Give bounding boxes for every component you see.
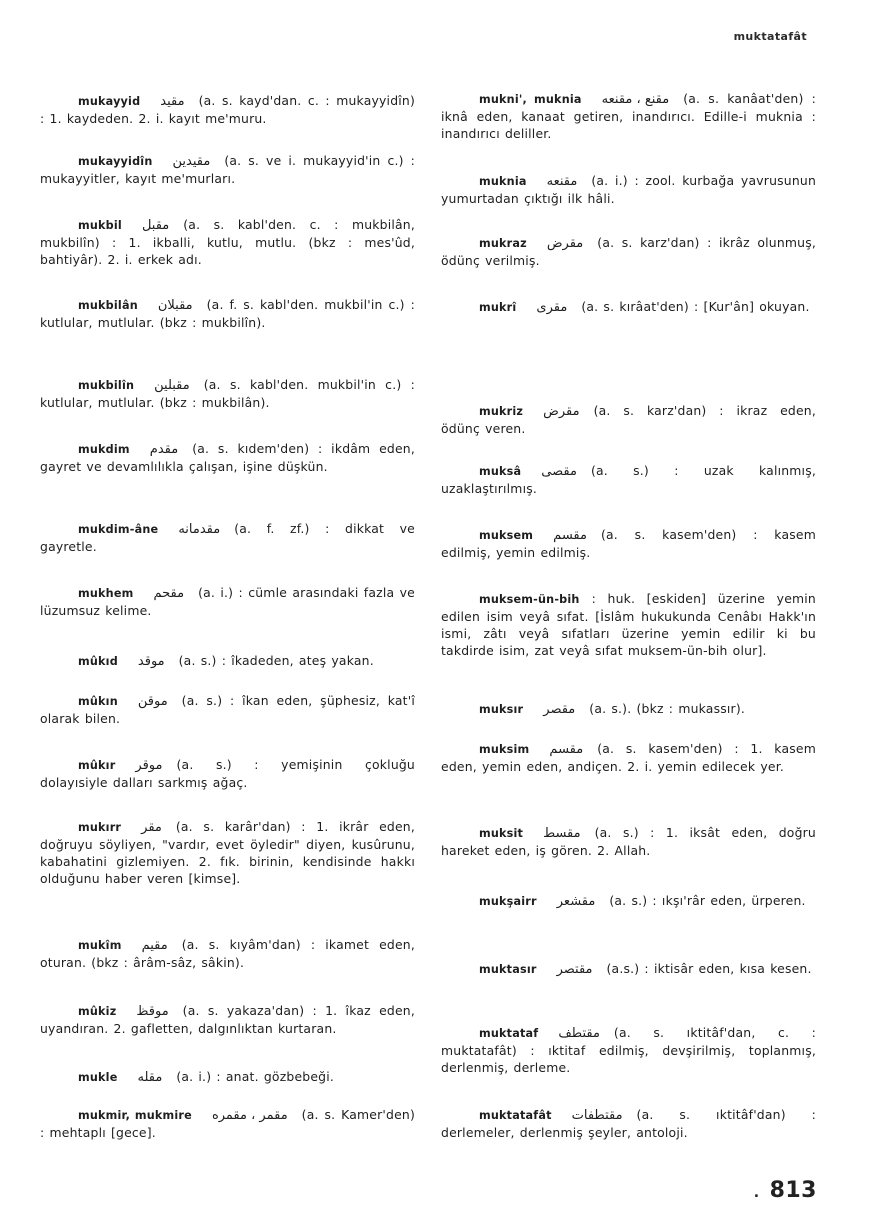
- entry-headword: mukhem: [78, 587, 134, 600]
- entry-headword: mukni', muknia: [479, 93, 582, 106]
- entry-headword: mukdim-âne: [78, 523, 159, 536]
- entry-definition: (a. s. kasem'den) : kasem edilmiş, yemin edilmiş.: [441, 527, 816, 560]
- entry-definition: (a. s. kanâat'den) : iknâ eden, kanaat getiren, inandırıcı. Edille-i muknia : inandırıcı deliller.: [441, 91, 816, 141]
- dictionary-entry: [441, 90, 816, 142]
- entry-definition: (a. s.). (bkz : mukassır).: [589, 701, 746, 716]
- entry-arabic-script: مقمر ، مقمره: [211, 1108, 288, 1123]
- entry-headword: muksâ: [479, 465, 522, 478]
- entry-headword: mukîm: [78, 939, 122, 952]
- dictionary-entry: [40, 92, 415, 127]
- dictionary-entry: [441, 402, 816, 437]
- entry-definition: (a. s. karz'dan) : ikraz eden, ödünç veren.: [441, 403, 816, 436]
- dictionary-entry: [40, 440, 415, 475]
- entry-arabic-script: مقدم: [149, 442, 179, 457]
- entry-definition: (a. s. ıktitâf'dan, c. : muktatafât) : ıktitaf edilmiş, devşirilmiş, toplanmış, derlenmiş, derleme.: [441, 1025, 816, 1075]
- entry-headword: mukrî: [479, 301, 517, 314]
- entry-headword: mûkiz: [78, 1005, 117, 1018]
- entry-definition: (a. s. karâr'dan) : 1. ikrâr eden, doğruyu söyliyen, "vardır, evet öyledir" diyen, kusûrunu, kabahatini gizlemiyen. 2. fık. birinin, kendisinde hakkı olduğunu haber veren [kimse].: [40, 819, 415, 886]
- entry-definition: (a. s.) : yemişinin çokluğu dolayısiyle dalları sarkmış ağaç.: [40, 757, 415, 790]
- entry-arabic-script: مقيم: [141, 938, 168, 953]
- entry-arabic-script: موقظ: [136, 1004, 169, 1019]
- entry-headword: mûkır: [78, 759, 116, 772]
- dictionary-entry: [441, 234, 816, 269]
- dictionary-entry: [40, 756, 415, 791]
- entry-definition: (a. i.) : zool. kurbağa yavrusunun yumurtadan çıktığı ilk hâli.: [441, 173, 816, 206]
- entry-definition: (a. s. Kamer'den) : mehtaplı [gece].: [40, 1107, 415, 1140]
- entry-arabic-script: مقيد: [160, 94, 185, 109]
- entry-arabic-script: مقنع ، مقنعه: [601, 92, 670, 107]
- dictionary-entry: [441, 462, 816, 497]
- entry-arabic-script: مقرض: [546, 236, 584, 251]
- entry-definition: (a. s. karz'dan) : ikrâz olunmuş, ödünç verilmiş.: [441, 235, 816, 268]
- entry-headword: mukşairr: [479, 895, 537, 908]
- entry-arabic-script: موقن: [137, 694, 168, 709]
- entry-headword: muksim: [479, 743, 530, 756]
- entry-definition: (a. s.) : îkan eden, şüphesiz, kat'î olarak bilen.: [40, 693, 415, 726]
- dictionary-entry: [441, 1024, 816, 1076]
- entry-arabic-script: مقبلان: [157, 298, 193, 313]
- dictionary-entry: [40, 376, 415, 411]
- entry-headword: muknia: [479, 175, 527, 188]
- dictionary-entry: [40, 1106, 415, 1141]
- entry-definition: (a. s. yakaza'dan) : 1. îkaz eden, uyandıran. 2. gafletten, dalgınlıktan kurtaran.: [40, 1003, 415, 1036]
- entry-arabic-script: موقر: [135, 758, 163, 773]
- entry-headword: mukriz: [479, 405, 524, 418]
- entry-definition: (a. s. kabl'den. c. : mukbilân, mukbilîn) : 1. ikballi, kutlu, mutlu. (bkz : mes'ûd, bahtiyâr). 2. i. erkek adı.: [40, 217, 415, 267]
- page-number-value: 813: [769, 1178, 817, 1203]
- entry-headword: mukraz: [479, 237, 527, 250]
- dictionary-entry: [441, 892, 816, 910]
- entry-headword: mukbilân: [78, 299, 138, 312]
- entry-arabic-script: مقله: [137, 1070, 163, 1085]
- entry-headword: mukırr: [78, 821, 122, 834]
- entry-arabic-script: مقتطفات: [571, 1108, 623, 1123]
- entry-arabic-script: مقسم: [553, 528, 587, 543]
- dictionary-entry: [40, 818, 415, 887]
- running-head: muktatafât: [733, 30, 807, 43]
- entry-headword: mukmir, mukmire: [78, 1109, 192, 1122]
- dictionary-entry: [441, 298, 816, 316]
- entry-headword: muksem: [479, 529, 534, 542]
- entry-arabic-script: مقر: [141, 820, 162, 835]
- entry-headword: muksem-ün-bih: [479, 593, 580, 606]
- dictionary-entry: [40, 152, 415, 187]
- entry-headword: muktatafât: [479, 1109, 552, 1122]
- entry-definition: (a.s.) : iktisâr eden, kısa kesen.: [606, 961, 812, 976]
- entry-headword: mukle: [78, 1071, 118, 1084]
- dictionary-entry: [40, 216, 415, 268]
- entry-definition: (a. s.) : ıkşı'râr eden, ürperen.: [609, 893, 806, 908]
- entry-arabic-script: مقبل: [141, 218, 170, 233]
- entry-headword: mûkın: [78, 695, 118, 708]
- entry-definition: (a. s. ve i. mukayyid'in c.) : mukayyitler, kayıt me'murları.: [40, 153, 415, 186]
- entry-arabic-script: مقسم: [549, 742, 584, 757]
- entry-definition: (a. s.) : îkadeden, ateş yakan.: [178, 653, 374, 668]
- entry-definition: (a. s.) : uzak kalınmış, uzaklaştırılmış.: [441, 463, 816, 496]
- entry-definition: : huk. [eskiden] üzerine yemin edilen isim veyâ sıfat. [İslâm hukukunda Cenâbı Hakk'ın ismi, zâtı veyâ sıfatları üzerine yemin edilir ki bu takdirde isim, zat veyâ sıfat muksem-ün-bih olur].: [441, 591, 816, 658]
- dictionary-entry: [40, 652, 415, 670]
- entry-arabic-script: مقبلين: [154, 378, 190, 393]
- entry-definition: (a. s. kabl'den. mukbil'in c.) : kutlular, mutlular. (bkz : mukbilân).: [40, 377, 415, 410]
- entry-arabic-script: مقتطف: [558, 1026, 600, 1041]
- page-number: . 813: [753, 1178, 817, 1203]
- entry-arabic-script: مقدمانه: [178, 522, 221, 537]
- entry-definition: (a. s. kırâat'den) : [Kur'ân] okuyan.: [581, 299, 810, 314]
- dictionary-entry: [441, 740, 816, 775]
- entry-arabic-script: مقيدين: [172, 154, 211, 169]
- dictionary-entry: [441, 824, 816, 859]
- dictionary-entry: [441, 590, 816, 659]
- entry-headword: mukayyidîn: [78, 155, 153, 168]
- entry-definition: (a. s. kıyâm'dan) : ikamet eden, oturan. (bkz : ârâm-sâz, sâkin).: [40, 937, 415, 970]
- entry-headword: muksit: [479, 827, 524, 840]
- entry-arabic-script: مقرى: [536, 300, 568, 315]
- entry-headword: mukdim: [78, 443, 130, 456]
- dictionary-entry: [40, 692, 415, 727]
- entry-definition: (a. s. kasem'den) : 1. kasem eden, yemin eden, andiçen. 2. i. yemin edilecek yer.: [441, 741, 816, 774]
- entry-definition: (a. f. zf.) : dikkat ve gayretle.: [40, 521, 415, 554]
- entry-definition: (a. s. kıdem'den) : ikdâm eden, gayret ve devamlılıkla çalışan, işine düşkün.: [40, 441, 415, 474]
- dictionary-entry: [40, 1002, 415, 1037]
- entry-arabic-script: مقصر: [543, 702, 576, 717]
- entry-headword: muktataf: [479, 1027, 539, 1040]
- entry-definition: (a. s. kayd'dan. c. : mukayyidîn) : 1. kaydeden. 2. i. kayıt me'muru.: [40, 93, 415, 126]
- entry-definition: (a. f. s. kabl'den. mukbil'in c.) : kutlular, mutlular. (bkz : mukbilîn).: [40, 297, 415, 330]
- entry-arabic-script: مقشعر: [556, 894, 596, 909]
- entry-headword: mukayyid: [78, 95, 141, 108]
- entry-headword: mukbilîn: [78, 379, 135, 392]
- entry-headword: mûkıd: [78, 655, 118, 668]
- entry-arabic-script: مقحم: [153, 586, 185, 601]
- entry-headword: muktasır: [479, 963, 537, 976]
- entry-headword: mukbil: [78, 219, 122, 232]
- entry-arabic-script: مقنعه: [546, 174, 578, 189]
- dictionary-entry: [441, 172, 816, 207]
- entry-definition: (a. i.) : anat. gözbebeği.: [176, 1069, 335, 1084]
- dictionary-entry: [441, 700, 816, 718]
- entry-definition: (a. s. ıktitâf'dan) : derlemeler, derlenmiş şeyler, antoloji.: [441, 1107, 816, 1140]
- dictionary-entry: [441, 526, 816, 561]
- dictionary-entry: [40, 296, 415, 331]
- entry-headword: muksır: [479, 703, 524, 716]
- entry-definition: (a. i.) : cümle arasındaki fazla ve lüzumsuz kelime.: [40, 585, 415, 618]
- dictionary-entry: [40, 936, 415, 971]
- dictionary-entry: [40, 1068, 415, 1086]
- entry-arabic-script: مقسط: [543, 826, 581, 841]
- dictionary-entry: [441, 1106, 816, 1141]
- entry-arabic-script: مقصى: [541, 464, 577, 479]
- dictionary-entry: [40, 520, 415, 555]
- dictionary-entry: [40, 584, 415, 619]
- entry-arabic-script: مقتصر: [556, 962, 593, 977]
- entry-definition: (a. s.) : 1. iksât eden, doğru hareket eden, iş gören. 2. Allah.: [441, 825, 816, 858]
- dictionary-entry: [441, 960, 816, 978]
- entry-arabic-script: موقد: [137, 654, 165, 669]
- entry-arabic-script: مقرض: [543, 404, 580, 419]
